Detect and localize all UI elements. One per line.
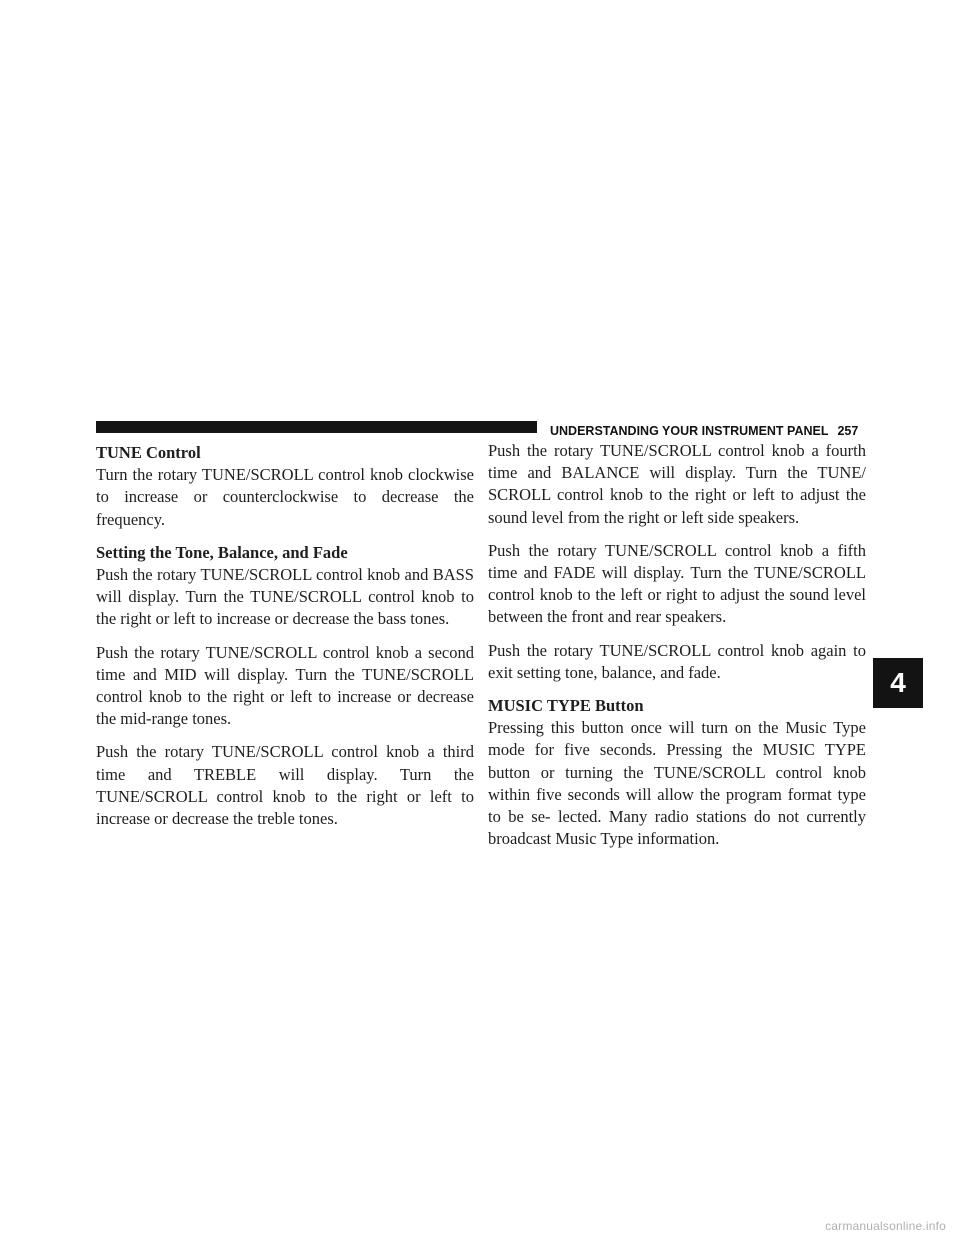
tune-control-heading: TUNE Control bbox=[96, 443, 201, 462]
fade-text: Push the rotary TUNE/SCROLL control knob a fifth time and FADE will display. Turn the TUNE/SCROLL control knob to the left or right to adjust the sound level between the front and rear speakers. bbox=[488, 540, 866, 627]
tune-control-text: Turn the rotary TUNE/SCROLL control knob clockwise to increase or counterclockwise to decrease the frequency. bbox=[96, 465, 474, 529]
exit-text: Push the rotary TUNE/SCROLL control knob again to exit setting tone, balance, and fade. bbox=[488, 640, 866, 682]
left-column bbox=[96, 442, 474, 841]
music-type-text: Pressing this button once will turn on the Music Type mode for five seconds. Pressing the MUSIC TYPE button or turning the TUNE/SCROLL control knob within five seconds will allow the program format type to be se- lected. Many radio stations do not currently broadcast Music Type information. bbox=[488, 718, 866, 849]
section-title: UNDERSTANDING YOUR INSTRUMENT PANEL bbox=[550, 424, 829, 438]
balance-text: Push the rotary TUNE/SCROLL control knob a fourth time and BALANCE will display. Turn the TUNE/ SCROLL control knob to the right or left to adjust the sound level from the right or left side speakers. bbox=[488, 441, 866, 527]
mid-text: Push the rotary TUNE/SCROLL control knob a second time and MID will display. Turn the TUNE/SCROLL control knob to the right or left to increase or decrease the mid-range tones. bbox=[96, 642, 474, 729]
chapter-tab: 4 bbox=[873, 658, 923, 708]
right-column bbox=[488, 440, 866, 861]
bass-text: Push the rotary TUNE/SCROLL control knob and BASS will display. Turn the TUNE/SCROLL control knob to the right or left to increase or decrease the bass tones. bbox=[96, 565, 474, 629]
page-number: 257 bbox=[837, 424, 859, 438]
running-header bbox=[537, 421, 864, 441]
treble-text: Push the rotary TUNE/SCROLL control knob a third time and TREBLE will display. Turn the TUNE/SCROLL control knob to the right or left to increase or decrease the treble tones. bbox=[96, 742, 474, 829]
music-type-heading: MUSIC TYPE Button bbox=[488, 696, 644, 716]
tone-balance-fade-heading: Setting the Tone, Balance, and Fade bbox=[96, 542, 348, 562]
watermark: carmanualsonline.info bbox=[825, 1219, 946, 1233]
